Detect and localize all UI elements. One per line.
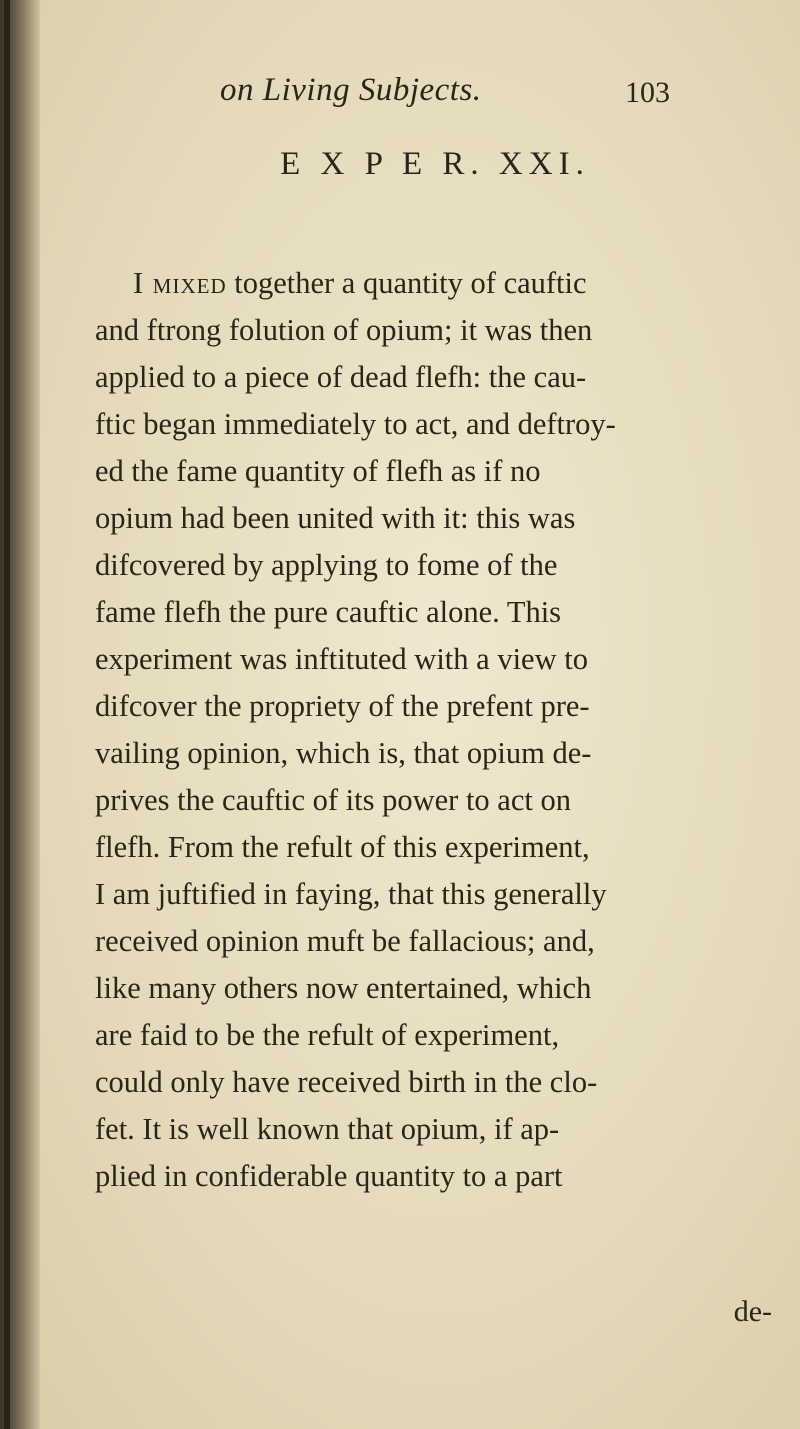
text-line: prives the cauftic of its power to act on xyxy=(95,783,571,817)
text-line: applied to a piece of dead flefh: the cau- xyxy=(95,360,587,394)
text-line: ed the fame quantity of flefh as if no xyxy=(95,454,541,488)
text-line: vailing opinion, which is, that opium de- xyxy=(95,736,592,770)
opening-words: I mixed xyxy=(133,266,227,300)
text-line: fame flefh the pure cauftic alone. This xyxy=(95,595,562,629)
text-line: opium had been united with it: this was xyxy=(95,501,576,535)
text-line: could only have received birth in the clo- xyxy=(95,1065,598,1099)
catchword: de- xyxy=(733,1295,772,1328)
running-head: on Living Subjects. xyxy=(220,72,482,108)
text-line xyxy=(95,260,795,307)
body-paragraph xyxy=(95,260,795,1200)
text-line: fet. It is well known that opium, if ap- xyxy=(95,1112,560,1146)
text-line: like many others now entertained, which xyxy=(95,971,592,1005)
book-gutter xyxy=(0,0,40,1429)
text-line: difcovered by applying to fome of the xyxy=(95,548,558,582)
text-line: I am juftified in faying, that this generally xyxy=(95,877,607,911)
first-line-text: together a quantity of cauftic xyxy=(226,266,587,300)
text-line: flefh. From the refult of this experiment, xyxy=(95,830,590,864)
binding-edge xyxy=(4,0,10,1429)
section-title: E X P E R. XXI. xyxy=(280,146,590,182)
text-line: are faid to be the refult of experiment, xyxy=(95,1018,560,1052)
text-line: and ftrong folution of opium; it was then xyxy=(95,313,593,347)
text-line: received opinion muft be fallacious; and, xyxy=(95,924,595,958)
page-header xyxy=(150,72,670,120)
text-line: experiment was inftituted with a view to xyxy=(95,642,588,676)
text-line: ftic began immediately to act, and deftroy- xyxy=(95,407,616,441)
page-number: 103 xyxy=(625,76,670,109)
text-line: plied in confiderable quantity to a part xyxy=(95,1159,563,1193)
text-line: difcover the propriety of the prefent pre- xyxy=(95,689,590,723)
